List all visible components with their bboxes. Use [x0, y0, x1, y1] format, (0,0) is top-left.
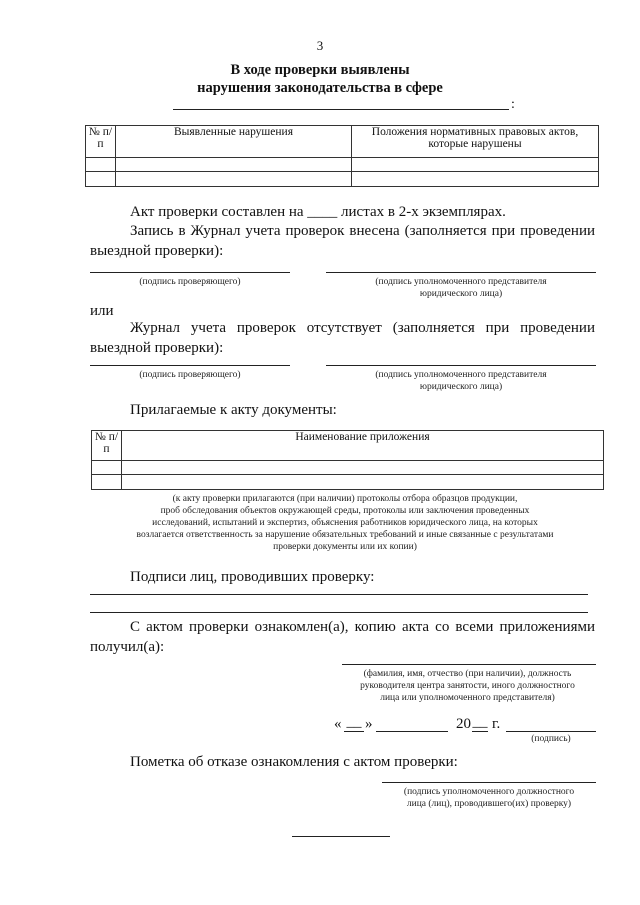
- inspector-signature-line-b[interactable]: [90, 612, 588, 613]
- col-number-header: № п/п: [86, 126, 116, 158]
- acquainted-signature-line[interactable]: [342, 664, 596, 665]
- table-cell[interactable]: [92, 461, 122, 475]
- date-day-field[interactable]: __: [344, 714, 364, 732]
- caption-line: лица или уполномоченного представителя): [380, 693, 555, 703]
- inspector-signature-line-a[interactable]: [90, 594, 588, 595]
- table-cell[interactable]: [116, 172, 352, 187]
- table-header-row: [86, 126, 599, 158]
- violations-table: [85, 125, 599, 187]
- table-cell[interactable]: [116, 158, 352, 172]
- table-cell[interactable]: [122, 475, 604, 490]
- date-open-quote: «: [334, 716, 342, 732]
- table-cell[interactable]: [352, 172, 599, 187]
- inspector-caption-2: (подпись проверяющего): [139, 370, 241, 380]
- date-year-suffix: г.: [492, 716, 501, 732]
- caption-line: руководителя центра занятости, иного должностного: [360, 681, 575, 691]
- representative-signature-line-2[interactable]: [326, 365, 596, 366]
- col-attachment-name-header: Наименование приложения: [122, 431, 604, 461]
- footer-divider: [292, 836, 390, 837]
- attached-docs-label: Прилагаемые к акту документы:: [130, 402, 337, 418]
- table-cell[interactable]: [92, 475, 122, 490]
- note-line: проб обследования объектов окружающей среды, протоколы или заключения проведенных: [160, 506, 530, 516]
- date-signature-line[interactable]: [506, 731, 596, 732]
- signatures-label: Подписи лиц, проводивших проверку:: [130, 569, 375, 585]
- refusal-label: Пометка об отказе ознакомления с актом проверки:: [130, 754, 458, 770]
- table-row: [86, 158, 599, 172]
- col-number-header: № п/п: [92, 431, 122, 461]
- table-cell[interactable]: [122, 461, 604, 475]
- journal-absent-text: Журнал учета проверок отсутствует (заполняется при проведении выездной проверки):: [90, 320, 595, 356]
- representative-caption-1a: (подпись уполномоченного представителя: [375, 277, 547, 287]
- table-row: [86, 172, 599, 187]
- or-text: или: [90, 303, 114, 319]
- note-line: (к акту проверки прилагаются (при наличии) протоколы отбора образцов продукции,: [172, 494, 518, 504]
- table-cell[interactable]: [86, 158, 116, 172]
- acquainted-text: С актом проверки ознакомлен(а), копию акта со всеми приложениями получил(а):: [90, 619, 595, 655]
- note-line: возлагается ответственность за нарушение обязательных требований и иные связанные с результатами: [136, 530, 554, 540]
- caption-line: (подпись уполномоченного должностного: [403, 787, 575, 797]
- table-row: [92, 461, 604, 475]
- sphere-blank-line[interactable]: [173, 109, 509, 110]
- representative-caption-2a: (подпись уполномоченного представителя: [375, 370, 547, 380]
- inspector-signature-line-2[interactable]: [90, 365, 290, 366]
- date-year-prefix: 20: [456, 716, 471, 732]
- caption-line: (фамилия, имя, отчество (при наличии), должность: [363, 669, 572, 679]
- table-header-row: [92, 431, 604, 461]
- refusal-signature-line[interactable]: [382, 782, 596, 783]
- date-month-field[interactable]: [376, 731, 448, 732]
- act-sheets-text: Акт проверки составлен на ____ листах в 2-х экземплярах.: [130, 204, 506, 220]
- caption-line: лица (лиц), проводившего(их) проверку): [406, 799, 572, 809]
- col-norms-header: Положения нормативных правовых актов, которые нарушены: [352, 126, 599, 158]
- sphere-colon: :: [511, 97, 515, 112]
- page-number: 3: [316, 38, 324, 53]
- representative-caption-1b: юридического лица): [419, 289, 503, 299]
- acquainted-caption: [330, 668, 605, 704]
- refusal-caption: [370, 786, 608, 810]
- representative-caption-2b: юридического лица): [419, 382, 503, 392]
- date-year-field[interactable]: __: [472, 714, 488, 730]
- col-violations-header: Выявленные нарушения: [116, 126, 352, 158]
- journal-entry-text: Запись в Журнал учета проверок внесена (заполняется при проведении выездной проверки):: [90, 223, 595, 259]
- representative-signature-line-1[interactable]: [326, 272, 596, 273]
- inspector-caption-1: (подпись проверяющего): [139, 277, 241, 287]
- table-row: [92, 475, 604, 490]
- signature-caption: (подпись): [531, 734, 571, 744]
- table-cell[interactable]: [86, 172, 116, 187]
- title-line-1: В ходе проверки выявлены: [230, 62, 410, 78]
- table-cell[interactable]: [352, 158, 599, 172]
- title-line-2: нарушения законодательства в сфере: [197, 80, 443, 96]
- inspector-signature-line-1[interactable]: [90, 272, 290, 273]
- attachments-note: [90, 493, 600, 553]
- attachments-table: [91, 430, 604, 490]
- note-line: исследований, испытаний и экспертиз, объяснения работников юридического лица, на которых: [152, 518, 538, 528]
- note-line: проверки документы или их копии): [273, 542, 417, 552]
- date-close-quote: »: [365, 716, 373, 732]
